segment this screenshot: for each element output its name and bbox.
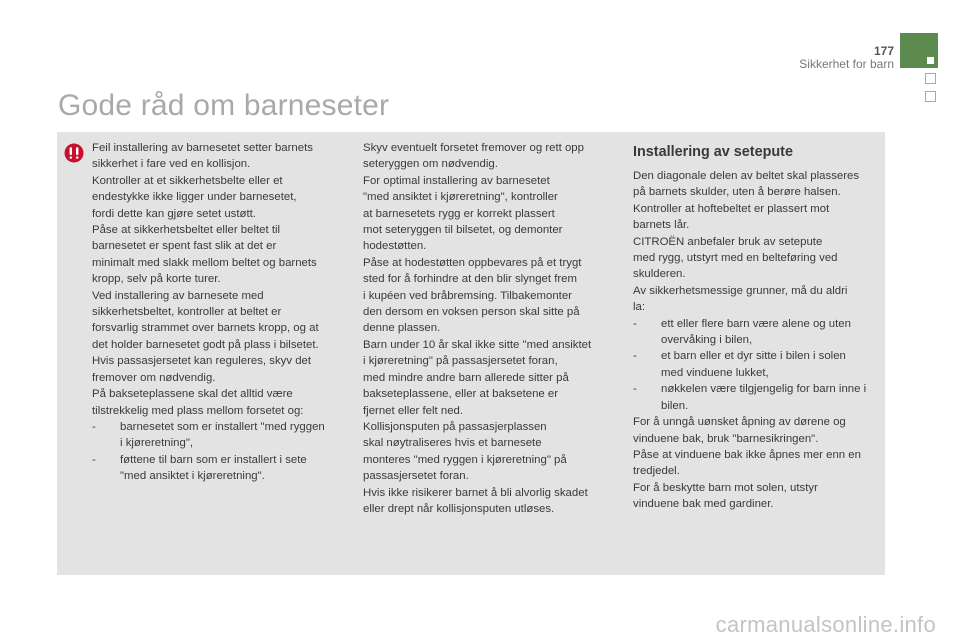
text-line: skulderen. xyxy=(633,268,686,281)
text-line: Påse at vinduene bak ikke åpnes mer enn en xyxy=(633,448,861,461)
text-line: Hvis ikke risikerer barnet å bli alvorlig skadet xyxy=(363,486,588,499)
list-item-line: nøkkelen være tilgjengelig for barn inne i xyxy=(661,383,867,396)
text-line: med rygg, utstyrt med en belteføring ved xyxy=(633,252,838,265)
list-item-line: i kjøreretning", xyxy=(120,437,194,450)
text-line: Skyv eventuelt forsetet fremover og rett opp xyxy=(363,142,584,154)
text-line: Kollisjonsputen på passasjerplassen xyxy=(363,420,547,433)
text-line: sikkerhetsbeltet, kontroller at beltet er xyxy=(92,306,282,319)
text-line: den dersom en voksen person skal sitte på xyxy=(363,306,580,319)
section-title: Sikkerhet for barn xyxy=(799,57,894,71)
text-line: mot seteryggen til bilsetet, og demonter xyxy=(363,224,563,237)
tab-marker xyxy=(927,57,934,64)
text-line: For å unngå uønsket åpning av dørene og xyxy=(633,416,846,429)
warning-icon xyxy=(64,143,84,163)
text-line: det holder barnesetet godt på plass i bilsetet. xyxy=(92,338,319,351)
list-item-line: med vinduene lukket, xyxy=(661,366,769,379)
text-line: Ved installering av barnesete med xyxy=(92,289,264,302)
text-line: tredjedel. xyxy=(633,465,680,478)
chapter-tab-active[interactable] xyxy=(900,33,938,68)
text-line: passasjersetet foran. xyxy=(363,470,469,483)
text-line: bakseteplassene, eller at baksetene er xyxy=(363,388,559,401)
text-line: Barn under 10 år skal ikke sitte "med ansiktet xyxy=(363,338,592,351)
text-line: kropp, selv på korte turer. xyxy=(92,273,221,286)
text-line: fremover om nødvendig. xyxy=(92,371,216,384)
text-line: Den diagonale delen av beltet skal plasseres xyxy=(633,170,860,182)
list-dash: - xyxy=(633,350,637,363)
text-line: endestykke ikke ligger under barnesetet, xyxy=(92,191,297,204)
list-item xyxy=(633,316,881,349)
text-line: Hvis passasjersetet kan reguleres, skyv det xyxy=(92,355,312,368)
text-line: hodestøtten. xyxy=(363,240,427,253)
list-item xyxy=(92,452,340,485)
text-line: med mindre andre barn allerede sitter på xyxy=(363,371,569,384)
list-item-line: ett eller flere barn være alene og uten xyxy=(661,317,851,330)
text-line: på barnets skulder, uten å berøre halsen. xyxy=(633,186,841,199)
section-heading: Installering av setepute xyxy=(633,144,793,160)
list-dash: - xyxy=(92,420,96,433)
text-line: tilstrekkelig med plass mellom forsetet og: xyxy=(92,404,304,417)
list-dash: - xyxy=(633,383,637,396)
chapter-tab[interactable] xyxy=(925,91,936,102)
list-item xyxy=(92,419,340,452)
text-line: at barnesetets rygg er korrekt plassert xyxy=(363,207,555,220)
text-line: skal nøytraliseres hvis et barnesete xyxy=(363,437,542,450)
list-item-line: barnesetet som er installert "med ryggen xyxy=(120,420,325,433)
text-line: i kjøreretning" på passasjersetet foran, xyxy=(363,355,558,368)
text-line: CITROËN anbefaler bruk av setepute xyxy=(633,235,823,248)
list-item-line: "med ansiktet i kjøreretning". xyxy=(120,470,265,483)
text-line: barnets lår. xyxy=(633,219,690,232)
text-line: vinduene bak med gardiner. xyxy=(633,498,774,511)
text-line: For optimal installering av barnesetet xyxy=(363,174,550,187)
text-line: For å beskytte barn mot solen, utstyr xyxy=(633,481,818,494)
text-line: eller drept når kollisjonsputen utløses. xyxy=(363,502,555,515)
text-line: i kupéen ved bråbremsing. Tilbakemonter xyxy=(363,289,572,302)
list-item-line: bilen. xyxy=(661,399,689,412)
text-line: monteres "med ryggen i kjøreretning" på xyxy=(363,453,567,466)
list-item-line: føttene til barn som er installert i sete xyxy=(120,453,307,466)
chapter-tab[interactable] xyxy=(925,73,936,84)
page-title: Gode råd om barneseter xyxy=(58,89,390,122)
text-line: Kontroller at hoftebeltet er plassert mot xyxy=(633,202,830,215)
text-line: Påse at hodestøtten oppbevares på et trygt xyxy=(363,256,582,269)
warning-text-column xyxy=(92,140,340,485)
booster-seat-column xyxy=(633,143,881,513)
text-line: sted for å forhindre at den blir slynget frem xyxy=(363,273,577,286)
text-line: På bakseteplassene skal det alltid være xyxy=(92,388,293,401)
text-line: Påse at sikkerhetsbeltet eller beltet til xyxy=(92,224,281,237)
text-line: barnesetet er spent fast slik at det er xyxy=(92,240,277,253)
list-item xyxy=(633,348,881,381)
text-line: fjernet eller felt ned. xyxy=(363,404,464,417)
text-line: forsvarlig strammet over barnets kropp, og at xyxy=(92,322,319,335)
text-line: Av sikkerhetsmessige grunner, må du aldri xyxy=(633,284,848,297)
list-item-line: et barn eller et dyr sitte i bilen i solen xyxy=(661,350,846,363)
page-number: 177 xyxy=(873,44,894,58)
text-line: vinduene bak, bruk "barnesikringen". xyxy=(633,432,819,445)
text-line: la: xyxy=(633,301,646,314)
list-item-line: overvåking i bilen, xyxy=(661,334,753,347)
text-line: sikkerhet i fare ved en kollisjon. xyxy=(92,158,251,171)
text-line: Feil installering av barnesetet setter barnets xyxy=(92,142,313,154)
text-line: Kontroller at et sikkerhetsbelte eller et xyxy=(92,174,283,187)
list-dash: - xyxy=(92,453,96,466)
text-line: fordi dette kan gjøre setet ustøtt. xyxy=(92,207,256,220)
text-line: denne plassen. xyxy=(363,322,441,335)
text-line: seteryggen om nødvendig. xyxy=(363,158,498,171)
instructions-column xyxy=(363,140,615,517)
text-line: minimalt med slakk mellom beltet og barnets xyxy=(92,256,317,269)
list-item xyxy=(633,381,881,414)
footer-watermark: carmanualsonline.info xyxy=(715,612,936,637)
text-line: "med ansiktet i kjøreretning", kontroller xyxy=(363,191,558,204)
list-dash: - xyxy=(633,317,637,330)
